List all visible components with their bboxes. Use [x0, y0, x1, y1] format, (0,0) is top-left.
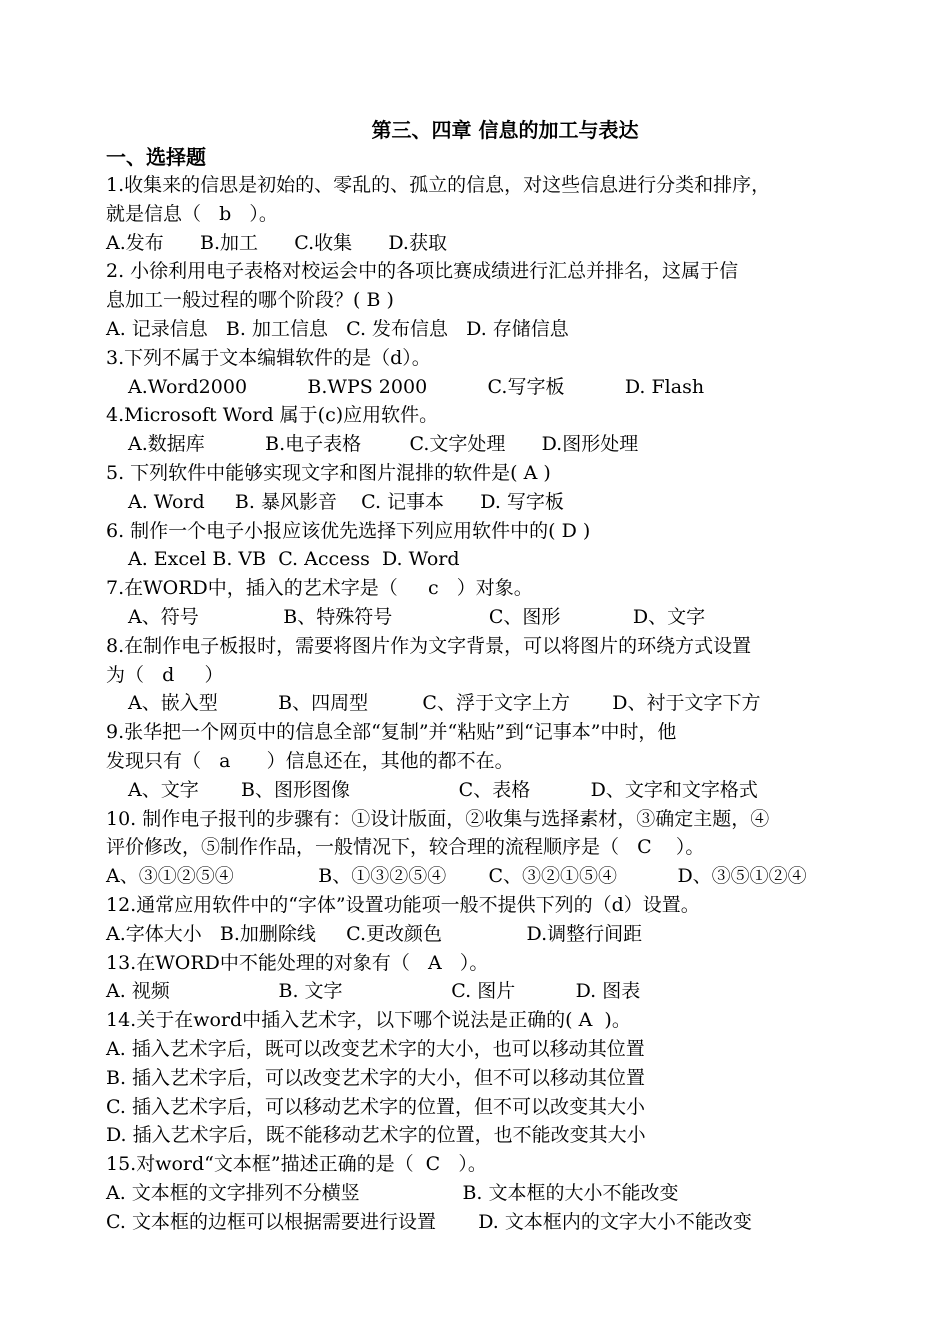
option-line: A.字体大小 B.加删除线 C.更改颜色 D.调整行间距 — [106, 922, 643, 945]
question-line: 4.Microsoft Word 属于(c)应用软件。 — [106, 404, 439, 427]
question-line: 为（ d ） — [106, 663, 224, 686]
question-line: 9.张华把一个网页中的信息全部“复制”并“粘贴”到“记事本”中时，他 — [106, 721, 677, 744]
question-line: 5. 下列软件中能够实现文字和图片混排的软件是( A ) — [106, 461, 551, 484]
option-line: A. 文本框的文字排列不分横竖 B. 文本框的大小不能改变 — [106, 1181, 679, 1204]
page-title: 第三、四章 信息的加工与表达 — [371, 118, 639, 142]
option-line: C. 插入艺术字后，可以移动艺术字的位置，但不可以改变其大小 — [106, 1095, 645, 1118]
question-line: 评价修改，⑤制作作品，一般情况下，较合理的流程顺序是（ C ）。 — [106, 836, 705, 859]
option-line: A.数据库 B.电子表格 C.文字处理 D.图形处理 — [128, 433, 639, 456]
question-list — [106, 171, 848, 1236]
question-line: 就是信息（ b ）。 — [106, 202, 278, 225]
option-line: D. 插入艺术字后，既不能移动艺术字的位置，也不能改变其大小 — [106, 1124, 646, 1147]
option-line: B. 插入艺术字后，可以改变艺术字的大小，但不可以移动其位置 — [106, 1066, 646, 1089]
question-line: 6. 制作一个电子小报应该优先选择下列应用软件中的( D ) — [106, 519, 591, 542]
option-line: A.发布 B.加工 C.收集 D.获取 — [106, 231, 447, 254]
option-line: A. 插入艺术字后，既可以改变艺术字的大小，也可以移动其位置 — [106, 1037, 645, 1060]
question-line: 发现只有（ a ）信息还在，其他的都不在。 — [106, 749, 514, 772]
question-line: 8.在制作电子板报时，需要将图片作为文字背景，可以将图片的环绕方式设置 — [106, 634, 752, 657]
question-line: 7.在WORD中，插入的艺术字是（ c ）对象。 — [106, 577, 533, 600]
question-line: 1.收集来的信思是初始的、零乱的、孤立的信息，对这些信息进行分类和排序， — [106, 174, 771, 196]
question-line: 12.通常应用软件中的“字体”设置功能项一般不提供下列的（d）设置。 — [106, 893, 700, 916]
option-line: A、嵌入型 B、四周型 C、浮于文字上方 D、衬于文字下方 — [128, 692, 761, 715]
option-line: A. 视频 B. 文字 C. 图片 D. 图表 — [106, 980, 641, 1003]
question-line: 14.关于在word中插入艺术字，以下哪个说法是正确的( A )。 — [106, 1009, 631, 1032]
question-line: 13.在WORD中不能处理的对象有（ A ）。 — [106, 951, 489, 974]
option-line: A.Word2000 B.WPS 2000 C.写字板 D. Flash — [128, 375, 705, 398]
option-line: A、文字 B、图形图像 C、表格 D、文字和文字格式 — [128, 778, 758, 801]
option-line: A. 记录信息 B. 加工信息 C. 发布信息 D. 存储信息 — [106, 317, 569, 340]
question-line: 10. 制作电子报刊的步骤有：①设计版面，②收集与选择素材，③确定主题，④ — [106, 807, 770, 830]
option-line: C. 文本框的边框可以根据需要进行设置 D. 文本框内的文字大小不能改变 — [106, 1210, 752, 1233]
option-line: A、③①②⑤④ B、①③②⑤④ C、③②①⑤④ D、③⑤①②④ — [106, 865, 807, 888]
question-line: 3.下列不属于文本编辑软件的是（d）。 — [106, 346, 431, 369]
question-line: 息加工一般过程的哪个阶段？( B ) — [106, 289, 394, 312]
question-line: 15.对word“文本框”描述正确的是（ C ）。 — [106, 1153, 487, 1176]
question-line: 2. 小徐利用电子表格对校运会中的各项比赛成绩进行汇总并排名，这属于信 — [106, 260, 739, 283]
option-line: A. Excel B. VB C. Access D. Word — [128, 548, 460, 571]
section-heading: 一、选择题 — [106, 145, 206, 169]
option-line: A、符号 B、特殊符号 C、图形 D、文字 — [128, 605, 706, 628]
option-line: A. Word B. 暴风影音 C. 记事本 D. 写字板 — [128, 490, 564, 513]
